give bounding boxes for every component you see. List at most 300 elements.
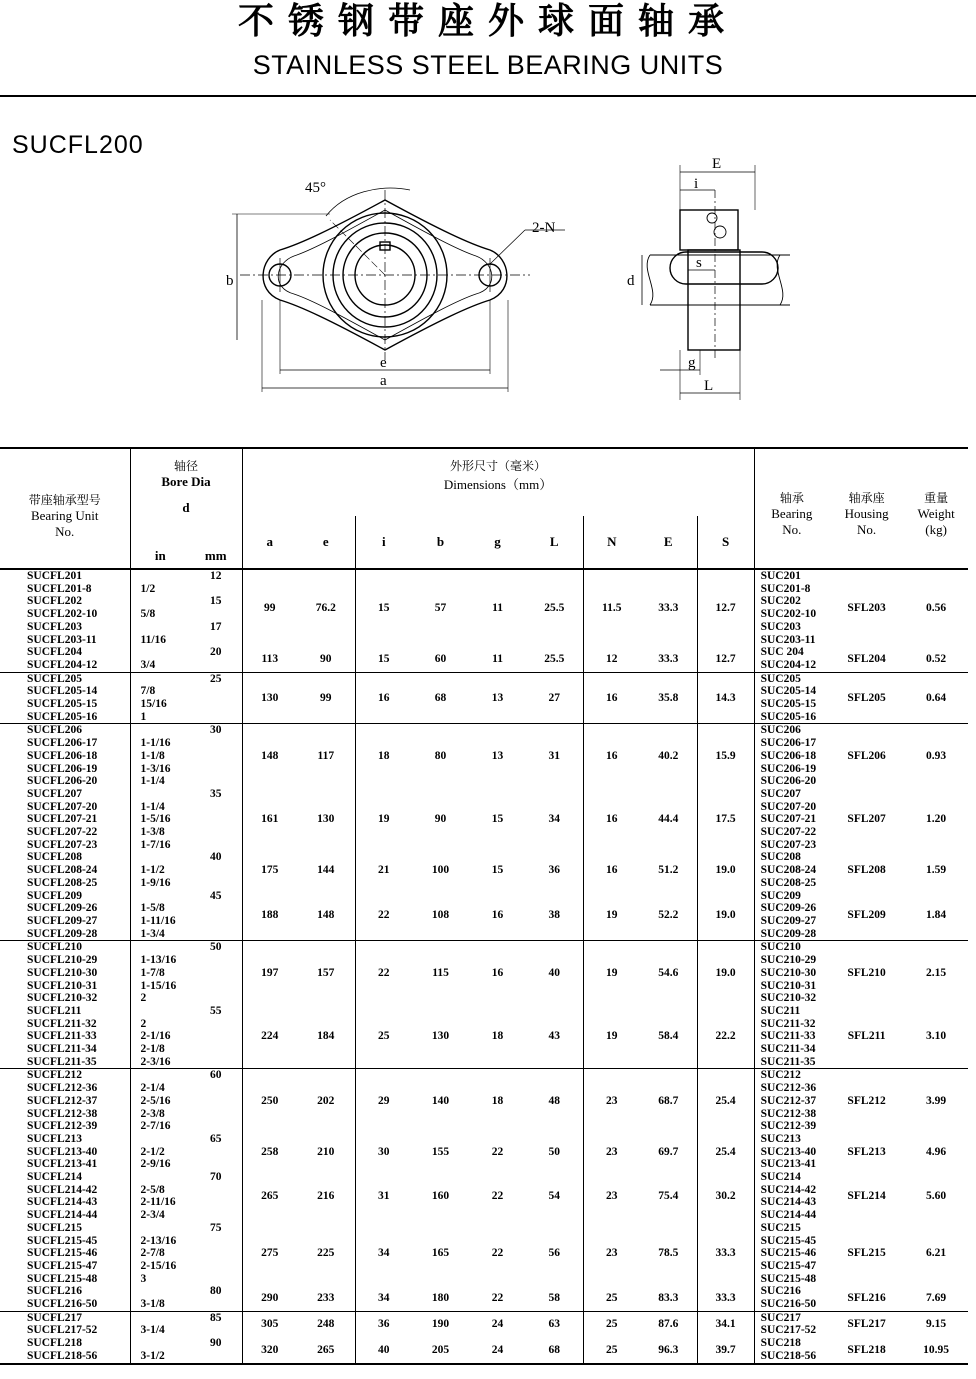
dim-E-value: 44.4 — [658, 813, 679, 826]
bore-inch: 2-5/8 — [140, 1183, 165, 1196]
table-row — [0, 1285, 968, 1311]
unit-number: SUCFL210-31 — [27, 979, 98, 992]
bore-mm: 20 — [210, 646, 222, 659]
dim-a-value: 290 — [242, 1285, 297, 1311]
unit-number: SUCFL211-32 — [27, 1017, 97, 1030]
bore-mm: 75 — [210, 1221, 222, 1234]
bore-inch: 2-1/2 — [140, 1145, 165, 1158]
dim-E-value: 68.7 — [658, 1094, 679, 1107]
bore-inch: 1-5/16 — [140, 813, 171, 826]
angle-label: 45° — [305, 180, 326, 196]
dim-g-value: 24 — [491, 1343, 504, 1356]
unit-number: SUCFL209-28 — [27, 927, 98, 940]
bore-inch: 1-1/4 — [140, 775, 165, 788]
dim-S-value: 15.9 — [697, 724, 754, 788]
bore-inch: 2-1/4 — [140, 1082, 165, 1095]
housing-number: SFL204 — [847, 652, 886, 665]
dim-b-value: 68 — [434, 691, 447, 704]
dim-E-label: E — [712, 156, 722, 172]
unit-number: SUCFL207-22 — [27, 826, 98, 839]
series-label: SUCFL200 — [12, 131, 144, 159]
bore-inch: 2-7/8 — [140, 1247, 165, 1260]
dim-e-label: e — [380, 355, 387, 371]
table-row — [0, 1069, 968, 1133]
bore-inch — [141, 1171, 191, 1184]
dim-N-value: 12 — [583, 646, 640, 672]
dim-L-value: 38 — [548, 908, 561, 921]
housing-number: SFL217 — [847, 1318, 886, 1331]
unit-number: SUCFL206-18 — [27, 749, 98, 762]
bore-mm: 40 — [210, 851, 222, 864]
header-L: L — [549, 534, 559, 549]
weight-value: 7.69 — [926, 1291, 947, 1304]
dim-e-value: 157 — [317, 966, 335, 979]
unit-number: SUCFL204-12 — [27, 658, 98, 671]
unit-number: SUCFL206-19 — [27, 762, 98, 775]
bearing-number: SUC211-32 — [760, 1017, 816, 1030]
unit-number: SUCFL212-36 — [27, 1082, 98, 1095]
housing-number: SFL203 — [847, 601, 886, 614]
unit-number: SUCFL214-43 — [27, 1196, 98, 1209]
dim-N-value: 16 — [583, 672, 640, 724]
bore-mm — [190, 902, 242, 915]
dim-L-value: 54 — [548, 1190, 561, 1203]
bore-inch — [141, 1222, 191, 1235]
bearing-number: SUC214-42 — [760, 1183, 817, 1196]
bore-inch: 1 — [140, 710, 147, 723]
bearing-number: SUC212-36 — [760, 1082, 817, 1095]
bore-mm — [190, 1082, 242, 1095]
dim-b-value: 205 — [431, 1343, 450, 1356]
bore-mm — [190, 1030, 242, 1043]
dim-N-value: 23 — [583, 1222, 640, 1286]
bore-inch — [141, 1312, 191, 1325]
bore-mm — [190, 1108, 242, 1121]
bore-inch: 2-5/16 — [140, 1094, 171, 1107]
weight-value: 1.59 — [926, 864, 947, 877]
bearing-number: SUC215-47 — [760, 1259, 817, 1272]
table-row — [0, 1222, 968, 1286]
bearing-number: SUC209-26 — [760, 902, 817, 915]
dim-N-value: 23 — [583, 1171, 640, 1222]
bearing-number: SUC211-34 — [760, 1043, 816, 1056]
dim-e-value: 184 — [317, 1030, 335, 1043]
unit-number: SUCFL213 — [27, 1132, 82, 1145]
unit-number: SUCFL202-10 — [27, 608, 98, 621]
dim-a-value: 148 — [242, 724, 297, 788]
dim-L-value: 40 — [548, 966, 561, 979]
dim-b-value: 165 — [431, 1247, 450, 1260]
header-divider — [0, 95, 976, 97]
bore-inch: 2 — [140, 992, 147, 1005]
bore-mm — [190, 839, 242, 852]
unit-number: SUCFL206-20 — [27, 775, 98, 788]
bearing-number: SUC206-20 — [760, 775, 817, 788]
bore-inch — [141, 1069, 191, 1082]
bearing-number: SUC205 — [760, 672, 801, 685]
dim-a-value: 320 — [242, 1337, 297, 1363]
dim-E-value: 75.4 — [658, 1190, 679, 1203]
dim-e-value: 148 — [317, 908, 335, 921]
dim-a-value: 130 — [242, 672, 297, 724]
weight-value: 6.21 — [926, 1247, 947, 1260]
dim-b-value: 160 — [431, 1190, 450, 1203]
bore-inch: 2-9/16 — [140, 1158, 171, 1171]
bore-mm — [190, 1260, 242, 1273]
unit-number: SUCFL206 — [27, 724, 82, 737]
bearing-number: SUC206 — [760, 724, 801, 737]
header-N: N — [583, 516, 640, 569]
dim-S-value: 34.1 — [697, 1311, 754, 1337]
unit-number: SUCFL215-46 — [27, 1247, 98, 1260]
bore-inch: 1-3/16 — [140, 762, 171, 775]
bore-mm — [190, 698, 242, 711]
bore-mm — [190, 737, 242, 750]
bore-mm — [190, 1209, 242, 1222]
weight-value: 0.56 — [926, 601, 947, 614]
dim-e-value: 265 — [317, 1343, 335, 1356]
weight-value: 0.52 — [926, 652, 947, 665]
weight-value: 2.15 — [926, 966, 947, 979]
bearing-number: SUC 204 — [760, 646, 804, 659]
specification-table-wrapper — [0, 447, 968, 1365]
specification-table-body — [0, 569, 968, 1364]
dim-i-value: 40 — [355, 1337, 412, 1363]
unit-number: SUCFL218 — [27, 1337, 82, 1350]
dim-E-value: 33.3 — [658, 601, 679, 614]
bearing-number: SUC208-25 — [760, 876, 817, 889]
dim-S-value: 19.0 — [697, 890, 754, 941]
unit-number: SUCFL209-27 — [27, 914, 98, 927]
unit-number: SUCFL206-17 — [27, 737, 98, 750]
dim-E-value: 51.2 — [658, 864, 679, 877]
bore-mm — [190, 1235, 242, 1248]
bore-mm — [190, 1018, 242, 1031]
housing-number: SFL218 — [847, 1343, 886, 1356]
dim-b-value: 190 — [431, 1318, 450, 1331]
dim-S-value: 12.7 — [697, 646, 754, 672]
bearing-number: SUC202 — [760, 595, 801, 608]
housing-number: SFL208 — [847, 864, 886, 877]
bearing-number: SUC213-41 — [760, 1158, 817, 1171]
bore-mm — [190, 1095, 242, 1108]
table-row — [0, 788, 968, 852]
unit-number: SUCFL203 — [27, 620, 82, 633]
dim-g-value: 15 — [491, 864, 504, 877]
bearing-number: SUC213-40 — [760, 1145, 817, 1158]
bore-mm — [190, 763, 242, 776]
unit-number: SUCFL217-52 — [27, 1324, 98, 1337]
dim-N-value: 19 — [583, 941, 640, 1005]
unit-number: SUCFL208-25 — [27, 876, 98, 889]
unit-number: SUCFL211-33 — [27, 1030, 97, 1043]
bore-inch: 1-3/4 — [140, 927, 165, 940]
dim-E-value: 35.8 — [658, 691, 679, 704]
unit-number: SUCFL215-47 — [27, 1259, 98, 1272]
dim-i-value: 15 — [355, 646, 412, 672]
bearing-number: SUC206-17 — [760, 737, 817, 750]
bore-inch — [141, 851, 191, 864]
bearing-number: SUC201-8 — [760, 582, 811, 595]
bore-inch: 3-1/4 — [140, 1324, 165, 1337]
bearing-number: SUC217-52 — [760, 1324, 817, 1337]
bore-inch — [141, 890, 191, 903]
bore-inch — [141, 1005, 191, 1018]
dim-a-value: 305 — [242, 1311, 297, 1337]
dim-L-label: L — [704, 378, 714, 394]
table-row — [0, 672, 968, 724]
bearing-number: SUC216-50 — [760, 1298, 817, 1311]
unit-number: SUCFL205 — [27, 672, 82, 685]
bore-inch: 3-1/8 — [140, 1298, 165, 1311]
bore-inch: 1-1/8 — [140, 749, 165, 762]
dim-e-value: 90 — [320, 652, 332, 665]
weight-value: 1.20 — [926, 813, 947, 826]
bearing-number: SUC216 — [760, 1285, 801, 1298]
bore-inch — [141, 646, 191, 659]
bore-mm — [190, 954, 242, 967]
bearing-number: SUC205-16 — [760, 710, 817, 723]
dim-e-value: 144 — [317, 864, 335, 877]
bearing-number: SUC215-45 — [760, 1234, 817, 1247]
bore-inch — [141, 1285, 191, 1298]
dim-L-value: 63 — [548, 1318, 561, 1331]
bore-mm — [190, 583, 242, 596]
dim-i-value: 29 — [355, 1069, 412, 1133]
dim-N-value: 25 — [583, 1311, 640, 1337]
dim-e-value: 248 — [317, 1318, 335, 1331]
bore-mm: 70 — [210, 1171, 222, 1184]
bore-mm — [190, 1146, 242, 1159]
dim-i-value: 16 — [355, 672, 412, 724]
dim-b-value: 60 — [434, 652, 447, 665]
dim-i-value: 21 — [355, 851, 412, 889]
unit-number: SUCFL214-42 — [27, 1183, 98, 1196]
dim-i-value: 22 — [355, 941, 412, 1005]
table-row — [0, 890, 968, 941]
bearing-number: SUC215-46 — [760, 1247, 817, 1260]
bore-mm: 80 — [210, 1285, 222, 1298]
dim-b-value: 155 — [431, 1145, 450, 1158]
dim-g-value: 18 — [491, 1030, 504, 1043]
bearing-number: SUC212-38 — [760, 1107, 817, 1120]
bore-mm — [190, 826, 242, 839]
dim-a-value: 161 — [242, 788, 297, 852]
bore-mm — [190, 1184, 242, 1197]
dim-a-value: 250 — [242, 1069, 297, 1133]
dim-S-value: 12.7 — [697, 569, 754, 646]
header-a: a — [242, 516, 297, 569]
bore-inch: 1-1/16 — [140, 737, 171, 750]
dim-a-value: 258 — [242, 1133, 297, 1171]
dim-E-value: 78.5 — [658, 1247, 679, 1260]
dim-i-value: 25 — [355, 1005, 412, 1069]
unit-number: SUCFL214-44 — [27, 1209, 98, 1222]
bearing-number: SUC209-27 — [760, 914, 817, 927]
dim-E-value: 58.4 — [658, 1030, 679, 1043]
unit-number: SUCFL209-26 — [27, 902, 98, 915]
bore-mm — [190, 775, 242, 788]
bore-mm: 90 — [210, 1337, 222, 1350]
dim-L-value: 48 — [548, 1094, 561, 1107]
bearing-number: SUC207 — [760, 787, 801, 800]
housing-number: SFL213 — [847, 1145, 886, 1158]
table-row — [0, 1005, 968, 1069]
bearing-number: SUC203-11 — [760, 633, 816, 646]
bore-mm: 35 — [210, 787, 222, 800]
unit-number: SUCFL208-24 — [27, 864, 98, 877]
dim-e-value: 99 — [320, 691, 332, 704]
dim-i-value: 19 — [355, 788, 412, 852]
dim-g-value: 16 — [491, 908, 504, 921]
dim-g-value: 15 — [491, 813, 504, 826]
dim-L-value: 58 — [548, 1291, 561, 1304]
dim-g-value: 18 — [491, 1094, 504, 1107]
bore-mm — [190, 634, 242, 647]
bearing-number: SUC210-31 — [760, 979, 817, 992]
dim-g-value: 16 — [491, 966, 504, 979]
unit-number: SUCFL213-40 — [27, 1145, 98, 1158]
side-view-labels — [627, 156, 721, 394]
dim-b-value: 57 — [434, 601, 447, 614]
dim-b-value: 108 — [431, 908, 450, 921]
weight-value: 3.10 — [926, 1030, 947, 1043]
dim-N-value: 25 — [583, 1285, 640, 1311]
bearing-number: SUC214-44 — [760, 1209, 817, 1222]
bore-inch: 1-15/16 — [140, 979, 177, 992]
bore-mm — [190, 711, 242, 724]
unit-number: SUCFL210-32 — [27, 992, 98, 1005]
bore-mm — [190, 1298, 242, 1311]
bearing-number: SUC218 — [760, 1337, 801, 1350]
bore-mm: 30 — [210, 724, 222, 737]
dim-g-value: 11 — [492, 601, 503, 614]
bore-mm — [190, 813, 242, 826]
dim-e-value: 117 — [317, 749, 335, 762]
unit-number: SUCFL210-30 — [27, 966, 98, 979]
bore-mm — [190, 915, 242, 928]
dim-g-value: 22 — [491, 1247, 504, 1260]
dim-a-value: 265 — [242, 1171, 297, 1222]
bearing-number: SUC206-19 — [760, 762, 817, 775]
header-g: g — [494, 534, 501, 549]
dim-i-value: 30 — [355, 1133, 412, 1171]
bore-mm: 85 — [210, 1311, 222, 1324]
unit-number: SUCFL211-35 — [27, 1055, 97, 1068]
bearing-number: SUC214 — [760, 1171, 801, 1184]
dim-L-value: 25.5 — [544, 601, 565, 614]
dim-E-value: 54.6 — [658, 966, 679, 979]
table-row — [0, 569, 968, 646]
housing-number: SFL211 — [847, 1030, 886, 1043]
bore-inch — [141, 788, 191, 801]
dim-i-value: 34 — [355, 1222, 412, 1286]
dim-g-value: 13 — [491, 691, 504, 704]
bore-inch: 1-1/2 — [140, 864, 165, 877]
dim-b-value: 130 — [431, 1030, 450, 1043]
dim-E-value: 52.2 — [658, 908, 679, 921]
header-unit-no: 带座轴承型号 Bearing Unit No. — [28, 493, 101, 539]
bearing-number: SUC215-48 — [760, 1272, 817, 1285]
bore-inch: 2-13/16 — [140, 1234, 177, 1247]
dim-E-value: 96.3 — [658, 1343, 679, 1356]
hole-label: 2-N — [532, 220, 556, 236]
dim-N-value: 25 — [583, 1337, 640, 1363]
dim-N-value: 16 — [583, 788, 640, 852]
unit-number: SUCFL205-16 — [27, 710, 98, 723]
unit-number: SUCFL203-11 — [27, 633, 97, 646]
unit-number: SUCFL207-21 — [27, 813, 98, 826]
title-english: STAINLESS STEEL BEARING UNITS — [252, 50, 724, 80]
table-row — [0, 1337, 968, 1363]
technical-drawing — [0, 150, 976, 410]
unit-number: SUCFL216-50 — [27, 1298, 98, 1311]
bore-inch: 2-7/16 — [140, 1120, 171, 1133]
bore-inch: 2-1/8 — [140, 1043, 165, 1056]
unit-number: SUCFL207-23 — [27, 838, 98, 851]
bearing-number: SUC218-56 — [760, 1349, 817, 1362]
bore-mm: 25 — [210, 672, 222, 685]
bearing-number: SUC212-37 — [760, 1094, 817, 1107]
unit-number: SUCFL201 — [27, 570, 82, 582]
dim-S-value: 22.2 — [697, 1005, 754, 1069]
header-in: in — [130, 516, 190, 569]
bearing-number: SUC209-28 — [760, 927, 817, 940]
bore-mm — [190, 877, 242, 890]
bore-mm — [190, 1196, 242, 1209]
dim-i-value: 31 — [355, 1171, 412, 1222]
unit-number: SUCFL202 — [27, 595, 82, 608]
bearing-number: SUC207-22 — [760, 826, 817, 839]
weight-value: 4.96 — [926, 1145, 947, 1158]
header-S: S — [697, 516, 754, 569]
housing-number: SFL205 — [847, 691, 886, 704]
bore-mm — [190, 1120, 242, 1133]
dim-S-value: 25.4 — [697, 1069, 754, 1133]
header-bearing-no: 轴承 Bearing No. — [754, 448, 829, 569]
unit-number: SUCFL210-29 — [27, 954, 98, 967]
dim-g-value: 11 — [492, 652, 503, 665]
dim-S-value: 39.7 — [697, 1337, 754, 1363]
dim-g-value: 13 — [491, 749, 504, 762]
dim-e-value: 130 — [317, 813, 335, 826]
dim-e-value: 216 — [317, 1190, 335, 1203]
bearing-number: SUC211 — [760, 1004, 801, 1017]
dim-E-value: 69.7 — [658, 1145, 679, 1158]
dim-a-value: 188 — [242, 890, 297, 941]
bore-inch — [141, 570, 191, 583]
dim-e-value: 210 — [317, 1145, 335, 1158]
table-row — [0, 851, 968, 889]
dim-e-value: 76.2 — [315, 601, 336, 614]
bore-inch — [141, 595, 191, 608]
bearing-number: SUC205-15 — [760, 698, 817, 711]
dim-a-value: 224 — [242, 1005, 297, 1069]
bore-inch: 1-9/16 — [140, 876, 171, 889]
header-b: b — [436, 534, 445, 549]
bore-inch: 11/16 — [140, 633, 167, 646]
unit-number: SUCFL208 — [27, 851, 82, 864]
dim-d-label: d — [627, 273, 635, 289]
bore-mm — [190, 1056, 242, 1069]
bore-inch: 1-1/4 — [140, 800, 165, 813]
unit-number: SUCFL207-20 — [27, 800, 98, 813]
bore-mm — [190, 801, 242, 814]
unit-number: SUCFL212-39 — [27, 1120, 98, 1133]
dim-E-value: 87.6 — [658, 1318, 679, 1331]
dim-E-value: 40.2 — [658, 749, 679, 762]
bearing-number: SUC210-32 — [760, 992, 817, 1005]
